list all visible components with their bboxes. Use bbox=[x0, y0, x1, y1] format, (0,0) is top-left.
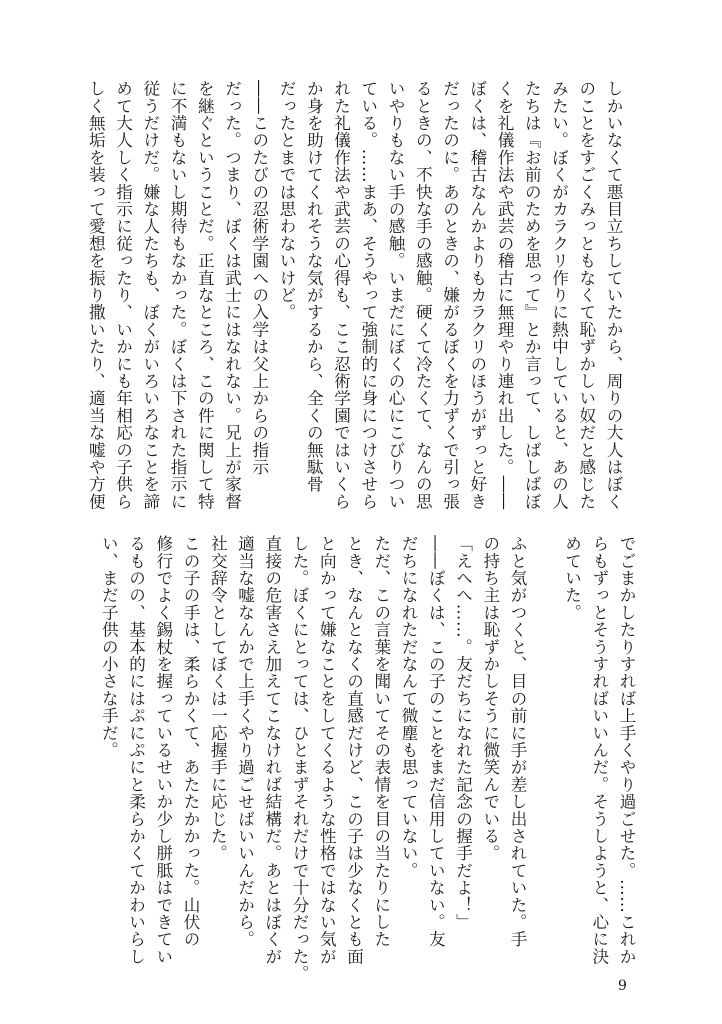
text-line: くを礼儀作法や武芸の稽古に無理やり連れ出した。―― bbox=[495, 80, 514, 510]
text-line: たちは『お前のためを思って』とか言って、しばしばぼ bbox=[522, 80, 542, 510]
text-line: 直接の危害さえ加えてこなければ結構だ。あとはぼくが bbox=[262, 535, 282, 965]
text-line: と向かって嫌なことをしてくるような性格ではない気が bbox=[317, 535, 337, 965]
text-line: ――このたびの忍術学園への入学は父上からの指示 bbox=[249, 80, 269, 476]
text-line: だったとまでは思わないけど。 bbox=[277, 80, 296, 321]
text-line: めていた。 bbox=[562, 535, 582, 621]
text-line: ――ぼくは、この子のことをまだ信用していない。友 bbox=[426, 535, 446, 948]
text-line: 「えへへ……。友だちになれた記念の握手だよ！」 bbox=[453, 535, 473, 931]
text-line: でごまかしたりすれば上手くやり過ごせた。……これか bbox=[617, 535, 636, 965]
text-line: ている。……まあ、そうやって強制的に身につけさせら bbox=[358, 80, 378, 510]
text-line: 適当な嘘なんかで上手くやり過ごせばいいんだから。 bbox=[235, 535, 255, 948]
text-line: だったのに。あのときの、嫌がるぼくを力ずくで引っ張 bbox=[440, 80, 460, 510]
text-line: 社交辞令としてぼくは一応握手に応じた。 bbox=[208, 535, 228, 862]
text-line: した。ぼくにとっては、ひとまずそれだけで十分だった。 bbox=[290, 535, 309, 983]
text-line: らもずっとそうすればいいんだ。そうしようと、心に決 bbox=[589, 535, 609, 965]
text-line: れた礼儀作法や武芸の心得も、ここ忍術学園ではいくら bbox=[331, 80, 351, 510]
text-line: いやりもない手の感触。いまだにぼくの心にこびりつい bbox=[386, 80, 405, 510]
text-line: だった。つまり、ぼくは武士にはなれない。兄上が家督 bbox=[222, 80, 242, 510]
text-line: るものの、基本的にはぷにぷにと柔らかくてかわいらし bbox=[126, 535, 146, 965]
text-line: を継ぐということだ。正直なところ、この件に関して特 bbox=[195, 80, 215, 510]
text-line: ただ、この言葉を聞いてその表情を目の当たりにした bbox=[371, 535, 391, 948]
text-line: ふと気がつくと、目の前に手が差し出されていた。手 bbox=[508, 535, 527, 948]
text-line: みたい。ぼくがカラクリ作りに熱中していると、あの人 bbox=[549, 80, 569, 510]
upper-text-block bbox=[82, 80, 627, 510]
text-line: しく無垢を装って愛想を振り撒いたり、適当な嘘や方便 bbox=[86, 80, 106, 510]
text-line: のことをすごくみっともなくて恥ずかしい奴だと感じた bbox=[576, 80, 596, 510]
blank-line bbox=[531, 535, 558, 975]
text-line: に不満もないし期待もなかった。ぼくは下された指示に bbox=[168, 80, 187, 510]
text-line: 修行でよく錫杖を握っているせいか少し胼胝はできてい bbox=[153, 535, 173, 965]
text-line: だちになれただなんて微塵も思っていない。 bbox=[399, 535, 418, 879]
text-line: とき、なんとなくの直感だけど、この子は少なくとも面 bbox=[344, 535, 364, 965]
text-line: しかいなくて悪目立ちしていたから、周りの大人はぼく bbox=[604, 80, 623, 510]
text-line: この子の手は、柔らかくて、あたたかかった。山伏の bbox=[181, 535, 200, 948]
text-line: めて大人しく指示に従ったり、いかにも年相応の子供ら bbox=[113, 80, 133, 510]
text-line: ぼくは、稽古なんかよりもカラクリのほうがずっと好き bbox=[467, 80, 487, 510]
text-line: 従うだけだ。嫌な人たちも、ぼくがいろいろなことを諦 bbox=[140, 80, 160, 510]
text-line: るときの、不快な手の感触。硬くて冷たくて、なんの思 bbox=[413, 80, 433, 510]
text-line: の持ち主は恥ずかしそうに微笑んでいる。 bbox=[480, 535, 500, 862]
page-number: 9 bbox=[618, 978, 627, 994]
lower-text-block bbox=[95, 535, 640, 983]
text-line: い、まだ子供の小さな手だ。 bbox=[99, 535, 119, 759]
text-line: か身を助けてくれそうな気がするから、全くの無駄骨 bbox=[304, 80, 324, 493]
